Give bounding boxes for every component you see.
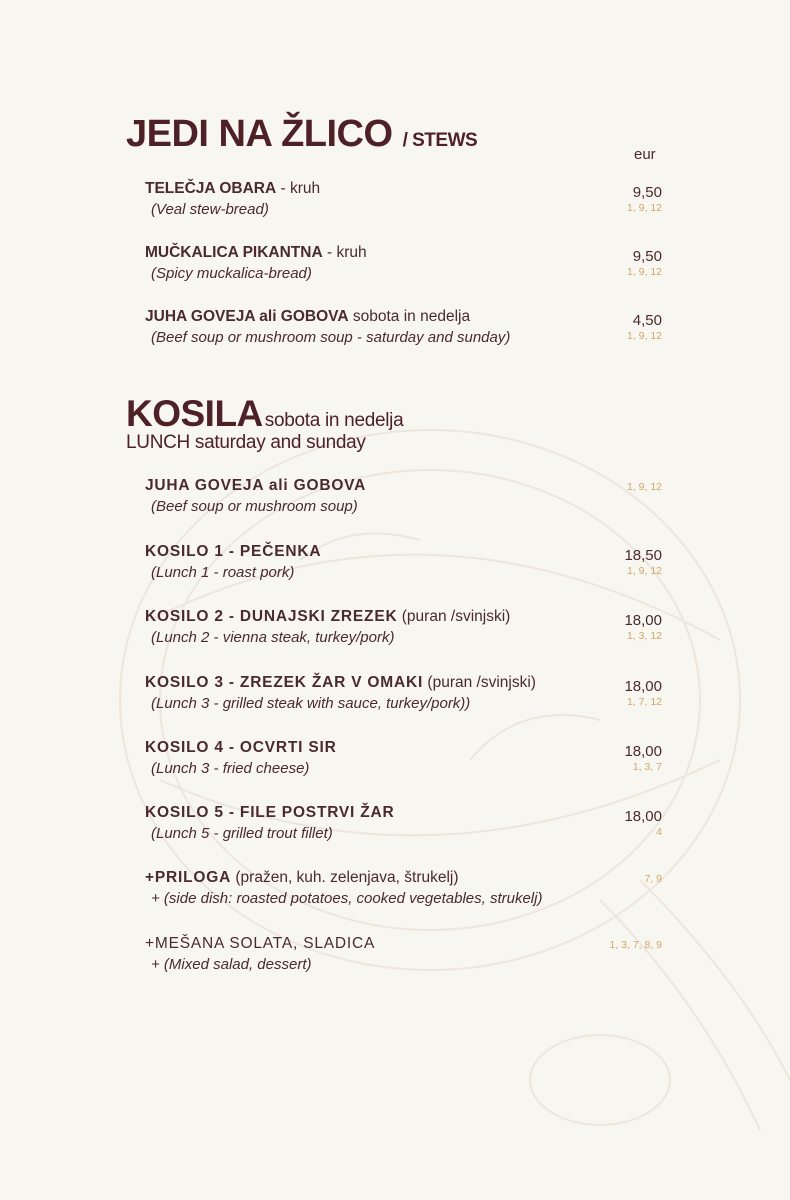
item-name-bold: KOSILO 3 - ZREZEK ŽAR V OMAKI (145, 674, 424, 691)
item-name-bold: TELEČJA OBARA (145, 180, 277, 197)
item-allergens: 1, 3, 12 (626, 630, 662, 642)
item-name (145, 869, 459, 887)
stews-subtitle: / STEWS (402, 130, 478, 151)
item-description: (Lunch 3 - fried cheese) (151, 760, 310, 777)
lunch-section-title (126, 393, 403, 435)
item-name-rest: (puran /svinjski) (397, 608, 511, 625)
item-name-bold: KOSILO 4 - OCVRTI SIR (145, 739, 337, 756)
item-description: (Lunch 3 - grilled steak with sauce, turkey/pork)) (151, 695, 471, 712)
item-price: 18,00 (624, 612, 662, 629)
item-price: 9,50 (632, 184, 662, 201)
item-price: 9,50 (632, 248, 662, 265)
item-name (145, 674, 536, 692)
item-description: (Spicy muckalica-bread) (151, 265, 312, 282)
item-price: 18,50 (624, 547, 662, 564)
stews-section-title (126, 113, 477, 156)
menu-item (145, 935, 665, 983)
item-name-bold: KOSILO 2 - DUNAJSKI ZREZEK (145, 608, 398, 625)
item-description: (Lunch 5 - grilled trout fillet) (151, 825, 333, 842)
lunch-title-text: KOSILA (126, 393, 263, 434)
item-name-bold: +PRILOGA (145, 869, 232, 886)
item-allergens: 1, 9, 12 (626, 481, 662, 493)
item-name-rest: sobota in nedelja (348, 308, 471, 325)
item-name (145, 739, 337, 757)
item-name-bold: KOSILO 1 - PEČENKA (145, 543, 322, 560)
item-allergens: 7, 9 (644, 873, 662, 885)
item-description: (Lunch 2 - vienna steak, turkey/pork) (151, 629, 395, 646)
item-name-rest: +MEŠANA SOLATA, SLADICA (145, 935, 376, 952)
item-name (145, 804, 395, 822)
item-allergens: 1, 9, 12 (626, 330, 662, 342)
menu-item (145, 674, 665, 722)
menu-item (145, 804, 665, 852)
item-name (145, 935, 375, 953)
item-description: (Beef soup or mushroom soup - saturday and sunday) (151, 329, 511, 346)
currency-label: eur (634, 146, 656, 163)
item-name-rest: (puran /svinjski) (423, 674, 536, 691)
lunch-title-suffix: sobota in nedelja (264, 410, 404, 431)
item-name-bold: KOSILO 5 - FILE POSTRVI ŽAR (145, 804, 395, 821)
item-price: 18,00 (624, 808, 662, 825)
item-allergens: 1, 3, 7, 8, 9 (609, 939, 662, 951)
item-name-bold: JUHA GOVEJA ali GOBOVA (145, 477, 367, 494)
item-price: 4,50 (632, 312, 662, 329)
menu-item (145, 244, 665, 292)
item-description: (Veal stew-bread) (151, 201, 269, 218)
item-description: (Beef soup or mushroom soup) (151, 498, 358, 515)
item-name (145, 244, 367, 262)
item-allergens: 1, 7, 12 (626, 696, 662, 708)
item-name (145, 608, 510, 626)
menu-item (145, 543, 665, 591)
item-name-bold: MUČKALICA PIKANTNA (145, 244, 323, 261)
item-description: (Lunch 1 - roast pork) (151, 564, 295, 581)
item-allergens: 1, 9, 12 (626, 266, 662, 278)
item-price: 18,00 (624, 743, 662, 760)
item-name (145, 180, 320, 198)
stews-title-text: JEDI NA ŽLICO (126, 113, 393, 155)
item-description: + (Mixed salad, dessert) (151, 956, 312, 973)
item-name-rest: - kruh (322, 244, 367, 261)
item-allergens: 4 (656, 826, 662, 838)
item-name (145, 477, 366, 495)
menu-item (145, 180, 665, 228)
item-allergens: 1, 9, 12 (626, 202, 662, 214)
item-description: + (side dish: roasted potatoes, cooked vegetables, strukelj) (151, 890, 543, 907)
item-name-rest: - kruh (276, 180, 321, 197)
menu-item (145, 608, 665, 656)
item-name-rest: (pražen, kuh. zelenjava, štrukelj) (231, 869, 459, 886)
lunch-subtitle: LUNCH saturday and sunday (126, 432, 366, 453)
item-price: 18,00 (624, 678, 662, 695)
item-name (145, 308, 470, 326)
item-name (145, 543, 321, 561)
menu-item (145, 869, 665, 917)
menu-item (145, 739, 665, 787)
item-name-bold: JUHA GOVEJA ali GOBOVA (145, 308, 349, 325)
item-allergens: 1, 9, 12 (626, 565, 662, 577)
menu-item (145, 477, 665, 525)
menu-item (145, 308, 665, 356)
item-allergens: 1, 3, 7 (632, 761, 662, 773)
